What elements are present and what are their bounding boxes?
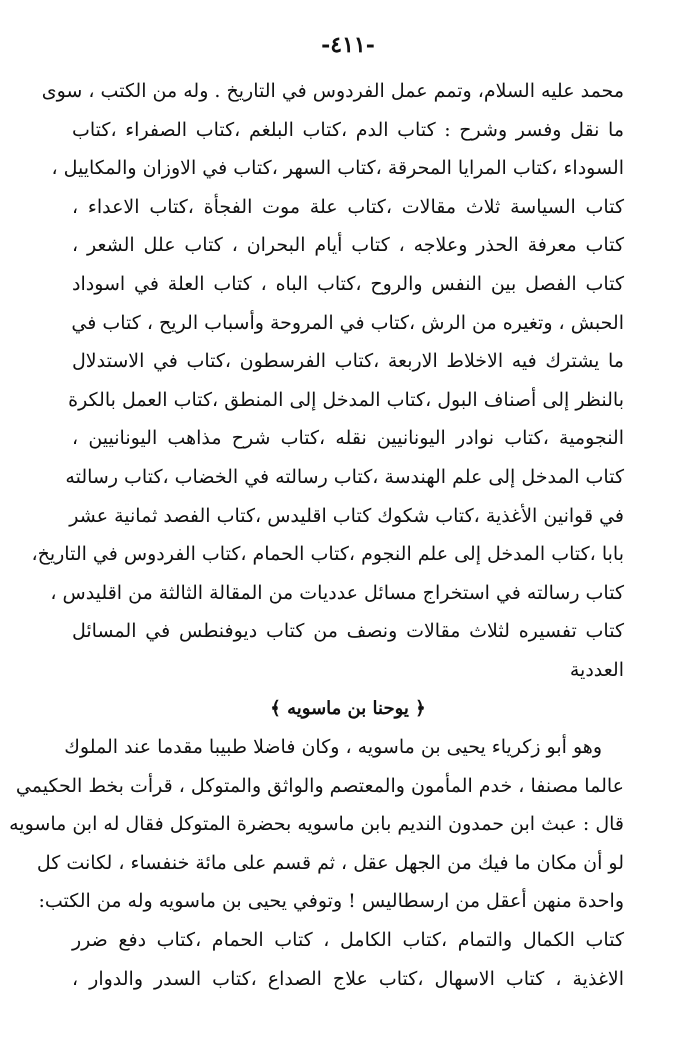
text-line: ما نقل وفسر وشرح : كتاب الدم ،كتاب البلغم ،كتاب الصفراء ،كتاب xyxy=(72,118,624,141)
text-line: كتاب السياسة ثلاث مقالات ،كتاب علة موت الفجأة ،كتاب الاعداء ، xyxy=(72,195,624,218)
text-line: كتاب تفسيره لثلاث مقالات ونصف من كتاب ديوفنطس في المسائل xyxy=(72,620,624,643)
text-line: بابا ،كتاب المدخل إلى علم النجوم ،كتاب الحمام ،كتاب الفردوس في التاريخ، xyxy=(31,543,624,566)
text-line: الحبش ، وتغيره من الرش ،كتاب في المروحة وأسباب الريح ، كتاب في xyxy=(71,311,624,334)
text-line: النجومية ،كتاب نوادر اليونانيين نقله ،كتاب شرح مذاهب اليونانيين ، xyxy=(72,427,624,450)
book-page xyxy=(9,30,624,998)
text-line: ما يشترك فيه الاخلاط الاربعة ،كتاب الفرسطون ،كتاب في الاستدلال xyxy=(72,350,624,373)
text-line: كتاب معرفة الحذر وعلاجه ، كتاب أيام البحران ، كتاب علل الشعر ، xyxy=(72,234,624,257)
text-block-1 xyxy=(31,72,624,690)
text-line: الاغذية ، كتاب الاسهال ،كتاب علاج الصداع ،كتاب السدر والدوار ، xyxy=(72,967,624,990)
text-line: كتاب الكمال والتمام ،كتاب الكامل ، كتاب الحمام ،كتاب دفع ضرر xyxy=(72,929,624,952)
text-line: في قوانين الأغذية ،كتاب شكوك كتاب اقليدس ،كتاب الفصد ثمانية عشر xyxy=(69,504,624,527)
text-block-2 xyxy=(9,728,624,998)
text-line: لو أن مكان ما فيك من الجهل عقل ، ثم قسم على مائة خنفساء ، لكانت كل xyxy=(36,851,624,874)
text-line: عالما مصنفا ، خدم المأمون والمعتصم والواثق والمتوكل ، قرأت بخط الحكيمي xyxy=(15,774,624,797)
text-line: كتاب الفصل بين النفس والروح ،كتاب الباه ، كتاب العلة في اسوداد xyxy=(72,272,624,295)
text-line: السوداء ،كتاب المرايا المحرقة ،كتاب السهر ،كتاب في الاوزان والمكاييل ، xyxy=(51,157,624,180)
text-line: قال : عبث ابن حمدون النديم بابن ماسويه بحضرة المتوكل فقال له ابن ماسويه xyxy=(9,813,624,836)
text-line: كتاب المدخل إلى علم الهندسة ،كتاب رسالته في الخضاب ،كتاب رسالته xyxy=(65,465,624,488)
text-line: وهو أبو زكرياء يحيى بن ماسويه ، وكان فاضلا طبيبا مقدما عند الملوك xyxy=(64,736,602,759)
text-line: العددية xyxy=(569,658,624,681)
text-line: محمد عليه السلام، وتمم عمل الفردوس في التاريخ . وله من الكتب ، سوى xyxy=(41,80,624,102)
text-line: واحدة منهن أعقل من ارسطاليس ! وتوفي يحيى بن ماسويه وله من الكتب: xyxy=(38,890,624,913)
page-number: -٤١١- xyxy=(321,32,375,58)
section-heading: ﴿ يوحنا بن ماسويه ﴾ xyxy=(270,697,426,719)
text-line: كتاب رسالته في استخراج مسائل عدديات من المقالة الثالثة من اقليدس ، xyxy=(50,581,624,604)
text-line: بالنظر إلى أصناف البول ،كتاب المدخل إلى المنطق ،كتاب العمل بالكرة xyxy=(68,388,624,411)
